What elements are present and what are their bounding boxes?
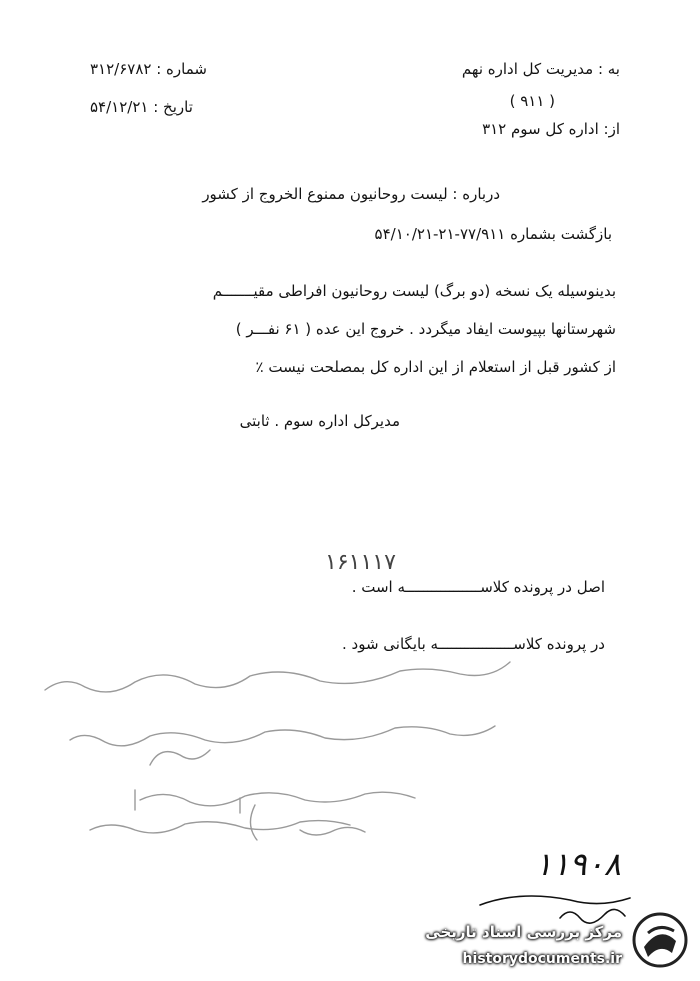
- subject-line: درباره : لیست روحانیون ممنوع الخروج از کشور: [202, 185, 500, 203]
- archive-logo-icon: [630, 911, 690, 969]
- letter-number: شماره : ۳۱۲/۶۷۸۲: [90, 60, 207, 78]
- body-line-3: از کشور قبل از استعلام از این اداره کل بمصلحت نیست ٪: [255, 358, 616, 376]
- recipient-line: به : مدیریت کل اداره نهم: [461, 60, 620, 78]
- signature-line: مدیرکل اداره سوم . ثابتی: [239, 412, 400, 430]
- body-line-2: شهرستانها بپیوست ایفاد میگردد . خروج این عده ( ۶۱ نفـــر ): [235, 320, 616, 338]
- watermark: [400, 901, 700, 981]
- watermark-url: historydocuments.ir: [462, 951, 622, 967]
- body-line-1: بدینوسیله یک نسخه (دو برگ) لیست روحانیون افراطی مقیـــــــم: [212, 282, 616, 300]
- letter-date: تاریخ : ۵۴/۱۲/۲۱: [90, 98, 193, 116]
- watermark-title: مرکز بررسی اسناد تاریخی: [425, 923, 622, 941]
- recipient-code: ( ۹۱۱ ): [509, 92, 555, 110]
- archive-line-2: در پرونده کلاســـــــــــــــــه بایگانی شود .: [342, 635, 605, 653]
- handwritten-file-number: ۱۶۱۱۱۷: [325, 550, 396, 575]
- archive-line-1: اصل در پرونده کلاســـــــــــــــــه است .: [351, 578, 605, 596]
- registration-stamp-number: ۱۱۹۰۸: [535, 845, 621, 883]
- reference-line: بازگشت بشماره ۷۷/۹۱۱-۲۱-۵۴/۱۰/۲۱: [374, 225, 612, 243]
- sender-line: از: اداره کل سوم ۳۱۲: [482, 120, 620, 138]
